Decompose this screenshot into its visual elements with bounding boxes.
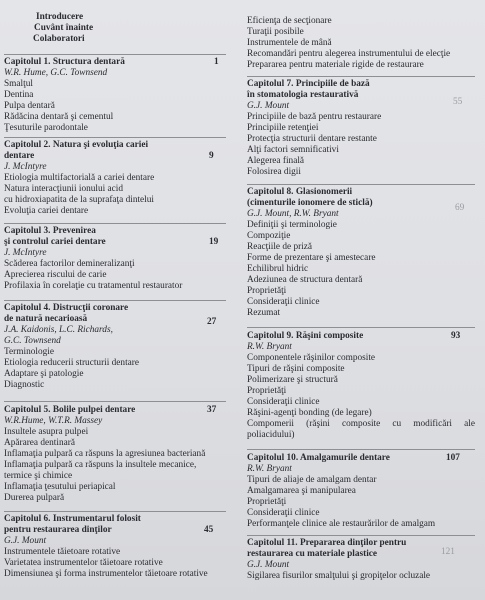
toc-item: Polimerizare şi structură (247, 375, 338, 385)
toc-item: Pulpa dentară (4, 101, 55, 111)
chapter-title: Capitolul 6. Instrumentarul folosit (4, 514, 141, 524)
toc-item: Tipuri de răşini composite (247, 364, 345, 374)
toc-item: Apărarea dentinară (4, 438, 75, 448)
chapter-title: Capitolul 7. Principiile de bază (247, 79, 370, 89)
chapter-page-number: 93 (451, 331, 461, 341)
chapter-authors: J. McIntyre (4, 162, 47, 172)
toc-item: Principiile retenţiei (247, 123, 319, 133)
toc-item: Protecţia structurii dentare restante (247, 134, 377, 144)
chapter-authors: G.C. Townsend (4, 336, 61, 346)
front-matter-cuvant-inainte: Cuvânt înainte (34, 23, 94, 33)
toc-item: Ţesuturile parodontale (4, 123, 88, 133)
toc-item: Adaptare şi patologie (4, 369, 84, 379)
chapter-divider (247, 449, 475, 450)
toc-item: Performanţele clinice ale restaurărilor de amalgam (247, 519, 436, 529)
toc-item: cu hidroxiapatita de la suprafaţa dintelui (4, 195, 154, 205)
toc-item: Alţi factori semnificativi (247, 145, 339, 155)
chapter-title: Capitolul 5. Bolile pulpei dentare (4, 405, 136, 415)
toc-item: Natura interacţiunii ionului acid (4, 184, 124, 194)
toc-item: Smalţul (4, 79, 33, 89)
toc-item: Consideraţii clinice (247, 297, 320, 307)
chapter-authors: W.R.Hume, W.T.R. Massey (4, 416, 103, 426)
chapter-page-number: 1 (214, 57, 219, 67)
chapter-title: Capitolul 3. Prevenirea (4, 226, 96, 236)
chapter-page-number: 69 (455, 203, 465, 213)
chapter-title: Capitolul 10. Amalgamurile dentare (247, 453, 390, 463)
chapter-divider (4, 401, 226, 402)
toc-item: Proprietăţi (247, 497, 287, 507)
toc-item: Sigilarea fisurilor smalţului şi gropiţelor ocluzale (247, 571, 431, 581)
chapter-authors: J. McIntyre (4, 248, 47, 258)
chapter-divider (4, 511, 226, 512)
chapter-page-number: 19 (209, 237, 219, 247)
chapter-title: (cimenturile ionomere de sticlă) (247, 198, 373, 208)
toc-item: Etiologia reducerii structurii dentare (4, 358, 140, 368)
toc-item: Compomerii (răşini composite cu modificări ale (247, 419, 475, 429)
toc-item: Echilibrul hidric (247, 264, 309, 274)
toc-item: Etiologia multifactorială a cariei dentare (4, 173, 155, 183)
toc-item: Consideraţii clinice (247, 508, 320, 518)
toc-item: Dentina (4, 90, 34, 100)
toc-item: Aprecierea riscului de carie (4, 270, 107, 280)
chapter-authors: R.W. Bryant (247, 342, 292, 352)
chapter-divider (247, 535, 475, 536)
toc-item: Turaţii posibile (247, 27, 304, 37)
chapter-page-number: 37 (207, 405, 217, 415)
toc-item: Reacţiile de priză (247, 242, 313, 252)
chapter-divider (247, 327, 475, 328)
toc-item: Inflamaţia pulpară ca răspuns la agresiunea bacteriană (4, 449, 206, 459)
toc-item: Profilaxia în corelaţie cu tratamentul restaurator (4, 281, 183, 291)
chapter-title: Capitolul 4. Distrucţii coronare (4, 303, 129, 313)
chapter-title: Capitolul 1. Structura dentară (4, 57, 125, 67)
toc-item: Prepararea pentru materiale rigide de restaurare (247, 60, 424, 70)
toc-item: Consideraţii clinice (247, 397, 320, 407)
toc-item: Evoluţia cariei dentare (4, 206, 89, 216)
toc-item: Inflamaţia ţesutului periapical (4, 482, 116, 492)
toc-item: Dimensiunea şi forma instrumentelor tăietoare rotative (4, 569, 208, 579)
chapter-divider (247, 184, 475, 185)
chapter-page-number: 107 (446, 453, 460, 463)
chapter-title: pentru restaurarea dinţilor (4, 525, 112, 535)
chapter-title: dentare (4, 151, 35, 161)
chapter-divider (4, 300, 226, 301)
chapter-page-number: 45 (204, 525, 214, 535)
chapter-divider (4, 137, 226, 138)
toc-item: Definiţii şi terminologie (247, 220, 337, 230)
toc-item: Instrumentele tăietoare rotative (4, 547, 121, 557)
chapter-title: de natură necarioasă (4, 314, 88, 324)
toc-item: Eficienţa de secţionare (247, 16, 332, 26)
chapter-page-number: 27 (207, 317, 217, 327)
toc-item: Folosirea digii (247, 167, 301, 177)
chapter-authors: R.W. Bryant (247, 464, 292, 474)
toc-item: Alegerea finală (247, 156, 305, 166)
toc-item: Proprietăţi (247, 386, 287, 396)
toc-item: Scăderea factorilor demineralizanţi (4, 259, 135, 269)
chapter-title: Capitolul 9. Răşini composite (247, 331, 364, 341)
toc-item: Varietatea instrumentelor tăietoare rotative (4, 558, 163, 568)
toc-item: Amalgamarea şi manipularea (247, 486, 356, 496)
toc-item: Durerea pulpară (4, 493, 65, 503)
chapter-authors: G.J. Mount, R.W. Bryant (247, 209, 339, 219)
front-matter-introducere: Introducere (36, 12, 84, 22)
toc-item: Adeziunea de structura dentară (247, 275, 363, 285)
toc-item: Compoziţie (247, 231, 291, 241)
chapter-title: restaurarea cu materiale plastice (247, 549, 378, 559)
chapter-title: Capitolul 8. Glasionomerii (247, 187, 353, 197)
chapter-title: Capitolul 2. Natura şi evoluţia cariei (4, 140, 149, 150)
toc-item: Forme de prezentare şi amestecare (247, 253, 376, 263)
toc-item: Insultele asupra pulpei (4, 427, 89, 437)
chapter-title: şi controlul cariei dentare (4, 237, 106, 247)
chapter-authors: J.A. Kaidonis, L.C. Richards, (4, 325, 113, 335)
chapter-page-number: 55 (453, 97, 463, 107)
chapter-title: în stomatologia restaurativă (247, 90, 359, 100)
chapter-divider (4, 223, 226, 224)
chapter-authors: G.J. Mount (4, 536, 47, 546)
toc-item: Răşini-agenţi bonding (de legare) (247, 408, 372, 418)
chapter-title: Capitolul 11. Prepararea dinţilor pentru (247, 538, 407, 548)
toc-item: Terminologie (4, 347, 54, 357)
front-matter-colaboratori: Colaboratori (33, 34, 85, 44)
toc-item: Diagnostic (4, 380, 45, 390)
chapter-authors: G.J. Mount (247, 101, 290, 111)
toc-item: Componentele răşinilor composite (247, 353, 376, 363)
toc-item: Proprietăţi (247, 286, 287, 296)
toc-item: Rădăcina dentară şi cementul (4, 112, 114, 122)
toc-item: termice şi chimice (4, 471, 73, 481)
chapter-authors: W.R. Hume, G.C. Townsend (4, 68, 108, 78)
toc-item: Recomandări pentru alegerea instrumentului de elecţie (247, 49, 451, 59)
toc-item: Rezumat (247, 308, 281, 318)
toc-item: Tipuri de aliaje de amalgam dentar (247, 475, 377, 485)
toc-item: Instrumentele de mână (247, 38, 332, 48)
toc-item: poliacidului) (247, 430, 295, 440)
toc-item: Inflamaţia pulpară ca răspuns la insultele mecanice, (4, 460, 197, 470)
chapter-divider (247, 76, 475, 77)
chapter-page-number: 121 (441, 547, 455, 557)
chapter-page-number: 9 (209, 151, 214, 161)
toc-item: Principiile de bază pentru restaurare (247, 112, 382, 122)
chapter-divider (4, 54, 226, 55)
chapter-authors: G.J. Mount (247, 560, 290, 570)
